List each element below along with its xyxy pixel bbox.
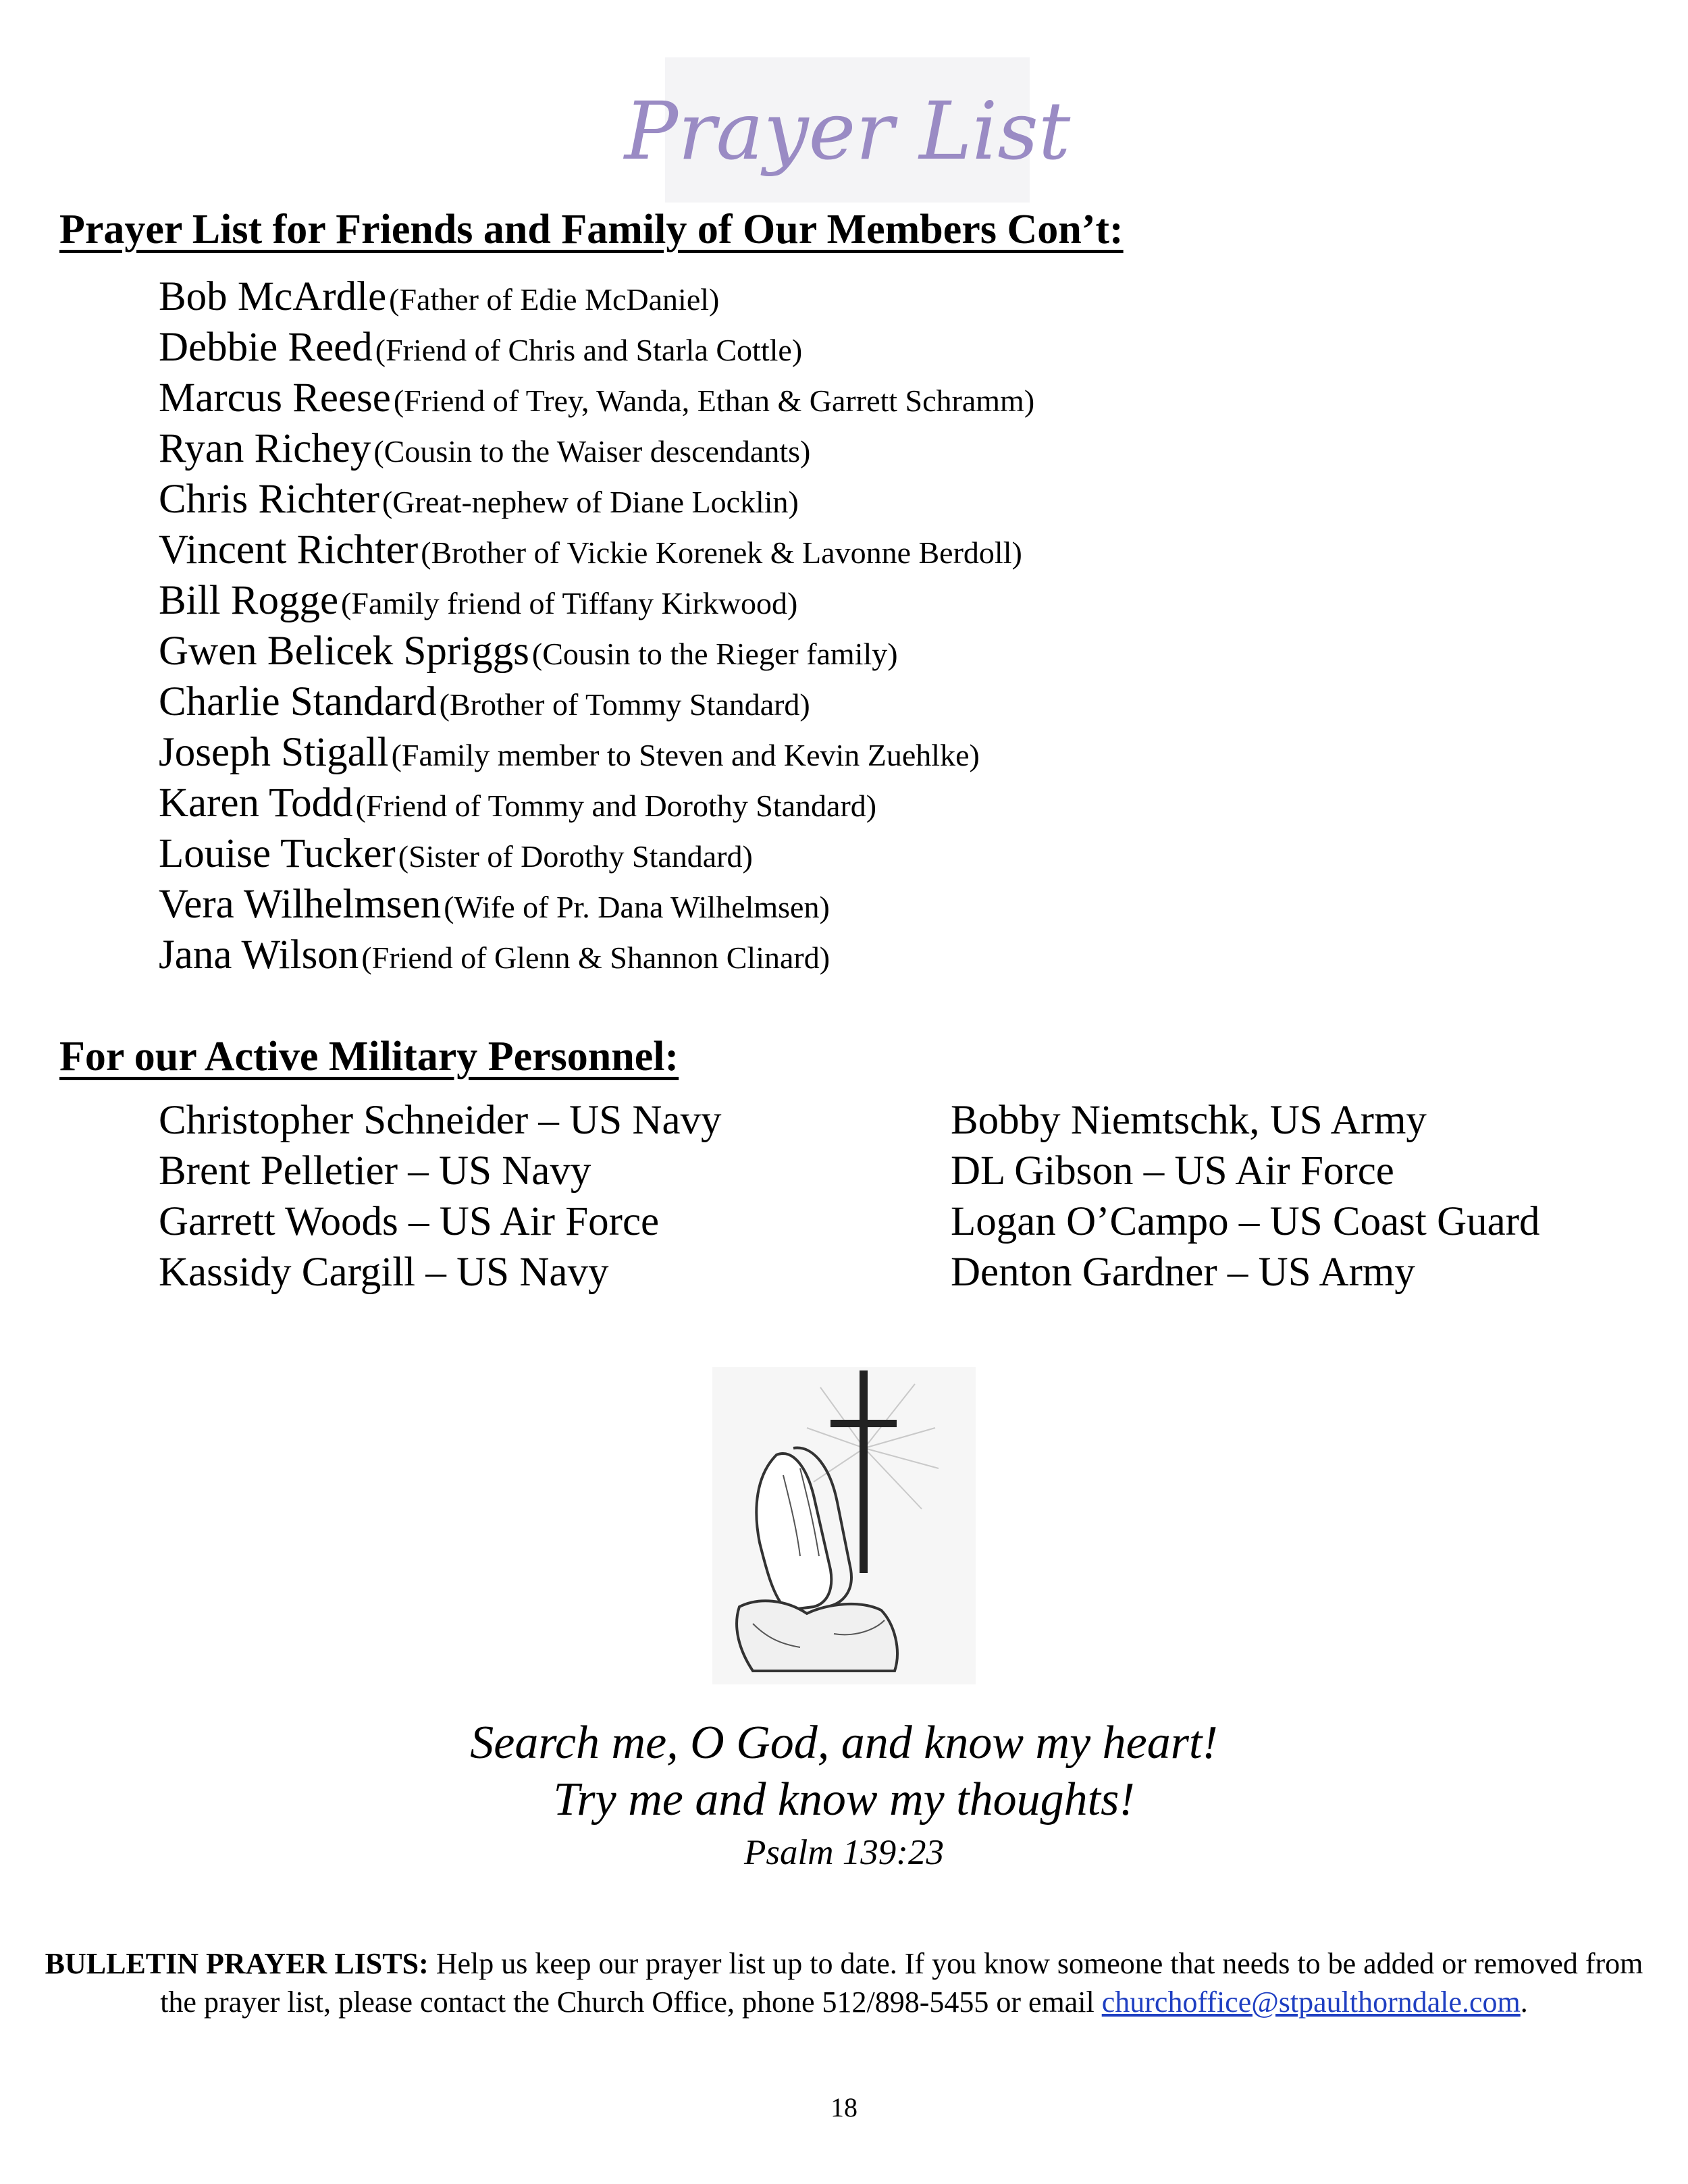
- military-member: Christopher Schneider – US Navy: [159, 1098, 722, 1143]
- person-name: Louise Tucker: [159, 831, 396, 876]
- military-member: Kassidy Cargill – US Navy: [159, 1250, 609, 1295]
- person-relation: (Friend of Glenn & Shannon Clinard): [361, 940, 830, 975]
- military-member: Garrett Woods – US Air Force: [159, 1199, 660, 1244]
- list-item: [159, 575, 1034, 626]
- person-relation: (Cousin to the Rieger family): [531, 637, 898, 671]
- person-relation: (Wife of Pr. Dana Wilhelmsen): [444, 890, 830, 924]
- list-item: [159, 727, 1034, 778]
- page-number: 18: [830, 2092, 858, 2123]
- friends-heading: Prayer List for Friends and Family of Our Members Con’t:: [59, 207, 1124, 252]
- person-relation: (Sister of Dorothy Standard): [398, 839, 753, 874]
- bulletin-text-end: .: [1520, 1986, 1528, 2019]
- person-relation: (Friend of Trey, Wanda, Ethan & Garrett Schramm): [393, 383, 1035, 418]
- list-item: [159, 676, 1034, 727]
- person-name: Bob McArdle: [159, 274, 387, 319]
- logo-text: Prayer List: [624, 84, 1071, 178]
- military-member: Bobby Niemtschk, US Army: [951, 1098, 1427, 1143]
- military-member: Logan O’Campo – US Coast Guard: [951, 1199, 1540, 1244]
- bulletin-text: Help us keep our prayer list up to date. If you know someone that needs to be added or removed from the prayer list, please contact the Church Office, phone 512/898-5455 or email: [160, 1947, 1643, 2019]
- military-list-right: [951, 1095, 1540, 1298]
- bulletin-note: [41, 1944, 1647, 2021]
- person-relation: (Friend of Tommy and Dorothy Standard): [355, 789, 877, 823]
- friends-list: [159, 271, 1034, 980]
- list-item: [159, 930, 1034, 980]
- person-name: Karen Todd: [159, 780, 353, 826]
- person-relation: (Brother of Vickie Korenek & Lavonne Berdoll): [421, 535, 1022, 570]
- list-item: [159, 423, 1034, 474]
- person-name: Chris Richter: [159, 477, 379, 522]
- bulletin-label: BULLETIN PRAYER LISTS:: [45, 1947, 429, 1980]
- person-relation: (Brother of Tommy Standard): [439, 687, 810, 722]
- person-name: Bill Rogge: [159, 578, 339, 623]
- list-item: [159, 271, 1034, 322]
- person-name: Joseph Stigall: [159, 730, 389, 775]
- person-name: Marcus Reese: [159, 375, 391, 421]
- list-item: [159, 474, 1034, 525]
- military-list-left: [159, 1095, 722, 1298]
- person-relation: (Great-nephew of Diane Locklin): [381, 485, 799, 519]
- military-member: Brent Pelletier – US Navy: [159, 1148, 591, 1194]
- person-name: Gwen Belicek Spriggs: [159, 629, 529, 674]
- person-relation: (Friend of Chris and Starla Cottle): [375, 333, 803, 367]
- military-member: Denton Gardner – US Army: [951, 1250, 1415, 1295]
- person-relation: (Family member to Steven and Kevin Zuehlke): [391, 738, 980, 772]
- list-item: [159, 778, 1034, 828]
- list-item: [159, 626, 1034, 676]
- list-item: [159, 373, 1034, 423]
- person-name: Vincent Richter: [159, 527, 419, 572]
- person-relation: (Family friend of Tiffany Kirkwood): [341, 586, 798, 620]
- verse-reference: Psalm 139:23: [744, 1833, 944, 1872]
- verse-line-1: Search me, O God, and know my heart!: [470, 1717, 1218, 1769]
- person-name: Ryan Richey: [159, 426, 371, 471]
- email-link[interactable]: churchoffice@stpaulthorndale.com: [1101, 1986, 1521, 2019]
- list-item: [159, 879, 1034, 930]
- person-name: Vera Wilhelmsen: [159, 882, 442, 927]
- person-name: Debbie Reed: [159, 325, 373, 370]
- list-item: [159, 525, 1034, 575]
- verse-line-2: Try me and know my thoughts!: [553, 1774, 1135, 1826]
- military-member: DL Gibson – US Air Force: [951, 1148, 1394, 1194]
- prayer-list-logo: [624, 57, 1071, 203]
- person-relation: (Cousin to the Waiser descendants): [373, 434, 811, 469]
- list-item: [159, 828, 1034, 879]
- military-heading: For our Active Military Personnel:: [59, 1034, 679, 1080]
- praying-hands-cross-icon: [712, 1367, 976, 1684]
- list-item: [159, 322, 1034, 373]
- person-name: Jana Wilson: [159, 932, 359, 978]
- person-relation: (Father of Edie McDaniel): [389, 282, 720, 317]
- person-name: Charlie Standard: [159, 679, 437, 724]
